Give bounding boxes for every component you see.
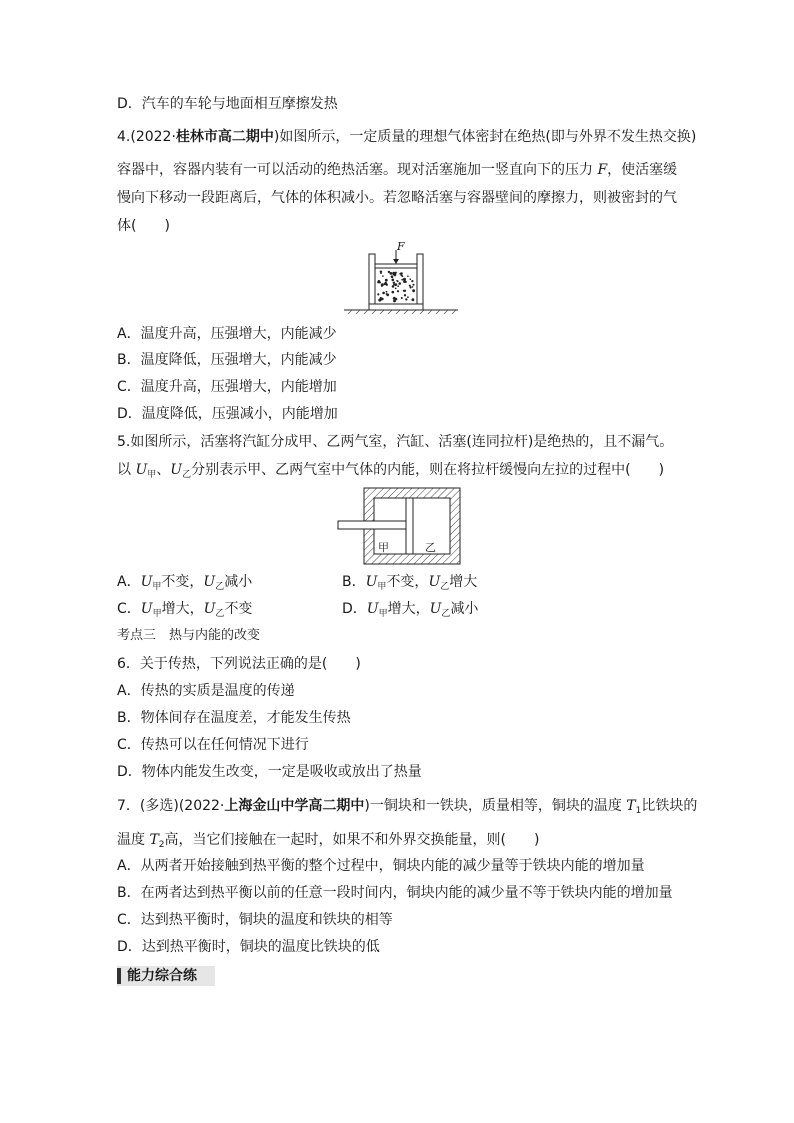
gas-particle bbox=[413, 291, 415, 293]
q5-option-a-p2: 减小 bbox=[224, 574, 253, 590]
q5-figure-label-jia: 甲 bbox=[378, 541, 389, 554]
gas-particle bbox=[413, 284, 415, 286]
gas-particle bbox=[393, 297, 396, 300]
q5-option-b-u1: U bbox=[365, 574, 378, 590]
gas-particle bbox=[403, 290, 405, 292]
q5-option-b bbox=[342, 572, 477, 597]
q4-prefix: 4.(2022· bbox=[117, 129, 176, 145]
q5-option-d-p1: 增大， bbox=[387, 601, 430, 617]
q5-option-c-u2: U bbox=[203, 601, 216, 617]
q4-stem-line1 bbox=[117, 127, 696, 147]
q5-option-b-p1: 不变， bbox=[386, 574, 429, 590]
q5-figure-label-yi: 乙 bbox=[425, 541, 436, 554]
q5-cylinder-figure bbox=[336, 486, 462, 566]
gas-particle bbox=[399, 273, 401, 275]
q5-option-d-u2: U bbox=[429, 601, 442, 617]
gas-particle bbox=[392, 272, 395, 275]
q4-line2-end: ，使活塞缓 bbox=[607, 162, 678, 178]
q3-option-d: D．汽车的车轮与地面相互摩擦发热 bbox=[117, 96, 338, 112]
gas-particle bbox=[392, 279, 395, 282]
q7-option-d: D．达到热平衡时，铜块的温度比铁块的低 bbox=[117, 939, 380, 955]
q5-option-a-sub1: 甲 bbox=[152, 582, 162, 592]
q5-option-d-sub1: 甲 bbox=[378, 609, 388, 619]
q4-line1-rest: )如图所示，一定质量的理想气体密封在绝热(即与外界不发生热交换) bbox=[273, 129, 697, 145]
gas-particle bbox=[409, 285, 411, 287]
q4-option-c: C．温度升高，压强增大，内能增加 bbox=[117, 379, 337, 395]
q5-sub-jia: 甲 bbox=[147, 470, 157, 480]
gas-particle bbox=[386, 293, 389, 296]
q4-option-a: A．温度升高，压强增大，内能减少 bbox=[117, 326, 337, 342]
q4-option-d: D．温度降低，压强减小，内能增加 bbox=[117, 406, 338, 422]
q5-option-c-u1: U bbox=[140, 601, 153, 617]
section3-title: 考点三 热与内能的改变 bbox=[117, 628, 261, 643]
gas-particle bbox=[386, 291, 388, 293]
gas-particle bbox=[388, 271, 390, 273]
gas-particle bbox=[398, 282, 401, 285]
section-heading: 能力综合练 bbox=[127, 968, 197, 984]
q4-stem-line2 bbox=[117, 160, 677, 180]
gas-particle bbox=[401, 279, 403, 281]
gas-particle bbox=[382, 275, 384, 277]
q7-stem-line2 bbox=[117, 830, 539, 855]
q6-option-c: C．传热可以在任何情况下进行 bbox=[117, 737, 309, 753]
q6-option-b: B．物体间存在温度差，才能发生传热 bbox=[117, 710, 351, 726]
q5-option-c-sub2: 乙 bbox=[215, 609, 225, 619]
q7-line2-rest: 高，当它们接触在一起时，如果不和外界交换能量，则( ) bbox=[164, 832, 540, 848]
q5-option-b-letter: B． bbox=[342, 574, 366, 590]
gas-particle bbox=[381, 285, 383, 287]
q7-option-c: C．达到热平衡时，铜块的温度和铁块的相等 bbox=[117, 912, 393, 928]
q4-stem-line4: 体( ) bbox=[117, 218, 170, 234]
q5-line2-mid: 、 bbox=[156, 462, 171, 478]
q5-option-b-sub2: 乙 bbox=[440, 582, 450, 592]
q5-option-b-sub1: 甲 bbox=[377, 582, 387, 592]
gas-particle bbox=[379, 281, 381, 283]
q5-stem-line2 bbox=[117, 460, 664, 485]
q7-source: 上海金山中学高二期中 bbox=[224, 798, 365, 814]
gas-particle bbox=[391, 275, 394, 278]
gas-particle bbox=[407, 296, 409, 298]
q7-t1-symbol: T bbox=[626, 798, 636, 814]
gas-particle bbox=[392, 285, 395, 288]
gas-particle bbox=[396, 280, 398, 282]
q5-option-a-sub2: 乙 bbox=[215, 582, 225, 592]
gas-particle bbox=[385, 279, 388, 282]
q4-figure-force-label: F bbox=[397, 240, 405, 253]
gas-particle bbox=[381, 298, 384, 301]
section-heading-bar bbox=[117, 968, 121, 984]
q5-option-d-sub2: 乙 bbox=[441, 609, 451, 619]
gas-particle bbox=[395, 288, 397, 290]
gas-particle bbox=[411, 280, 413, 282]
q4-source: 桂林市高二期中 bbox=[175, 129, 274, 145]
q5-line2-a: 以 bbox=[117, 462, 136, 478]
q7-option-a: A．从两者开始接触到热平衡的整个过程中，铜块内能的减少量等于铁块内能的增加量 bbox=[117, 858, 645, 874]
q5-stem-line1: 5.如图所示，活塞将汽缸分成甲、乙两气室，汽缸、活塞(连同拉杆)是绝热的，且不漏气。 bbox=[117, 434, 674, 450]
q5-option-c-sub1: 甲 bbox=[152, 609, 162, 619]
gas-particle bbox=[382, 292, 385, 295]
q7-stem-line1 bbox=[117, 796, 697, 821]
gas-particle bbox=[412, 286, 414, 288]
q7-t2-symbol: T bbox=[149, 832, 159, 848]
gas-particle bbox=[392, 291, 395, 294]
q5-option-a-letter: A． bbox=[117, 574, 141, 590]
q4-line2: 容器中，容器内装有一可以活动的绝热活塞。现对活塞施加一竖直向下的压力 bbox=[117, 162, 598, 178]
q5-u-symbol-2: U bbox=[170, 462, 183, 478]
q5-option-b-u2: U bbox=[428, 574, 441, 590]
q5-option-c-p2: 不变 bbox=[224, 601, 253, 617]
q6-option-d: D．物体内能发生改变，一定是吸收或放出了热量 bbox=[117, 764, 422, 780]
gas-particle bbox=[380, 272, 382, 274]
gas-particle bbox=[384, 282, 387, 285]
q5-option-c-p1: 增大， bbox=[161, 601, 204, 617]
q7-line2-a: 温度 bbox=[117, 832, 150, 848]
q7-prefix: 7．(多选)(2022· bbox=[117, 798, 225, 814]
q5-option-d-p2: 减小 bbox=[450, 601, 479, 617]
gas-particle bbox=[397, 290, 399, 292]
gas-particle bbox=[412, 298, 415, 301]
q5-option-c bbox=[117, 599, 252, 624]
q5-option-d-u1: U bbox=[366, 601, 379, 617]
q7-line1-end: 比铁块的 bbox=[641, 798, 698, 814]
gas-particle bbox=[393, 282, 395, 284]
q5-line2-rest: 分别表示甲、乙两气室中气体的内能，则在将拉杆缓慢向左拉的过程中( ) bbox=[191, 462, 665, 478]
q5-sub-yi: 乙 bbox=[182, 470, 192, 480]
q7-line1-rest: )一铜块和一铁块，质量相等，铜块的温度 bbox=[364, 798, 627, 814]
gas-particle bbox=[407, 275, 409, 277]
q6-stem: 6．关于传热，下列说法正确的是( ) bbox=[117, 656, 361, 672]
q4-option-b: B．温度降低，压强增大，内能减少 bbox=[117, 352, 337, 368]
gas-particle bbox=[377, 293, 379, 295]
gas-particle bbox=[403, 280, 406, 283]
q7-option-b: B．在两者达到热平衡以前的任意一段时间内，铜块内能的减少量不等于铁块内能的增加量 bbox=[117, 885, 673, 901]
gas-particle bbox=[404, 294, 406, 296]
gas-particle bbox=[397, 285, 399, 287]
q5-option-b-p2: 增大 bbox=[449, 574, 478, 590]
q5-option-d-letter: D． bbox=[342, 601, 367, 617]
gas-particle bbox=[402, 275, 404, 277]
q5-u-symbol: U bbox=[135, 462, 148, 478]
q5-option-a-p1: 不变， bbox=[161, 574, 204, 590]
q5-option-a bbox=[117, 572, 252, 597]
gas-particle bbox=[401, 297, 403, 299]
q5-option-a-u1: U bbox=[140, 574, 153, 590]
gas-particle bbox=[405, 298, 407, 300]
q6-option-a: A．传热的实质是温度的传递 bbox=[117, 683, 295, 699]
gas-particle bbox=[410, 278, 412, 280]
q5-option-c-letter: C． bbox=[117, 601, 141, 617]
gas-particle bbox=[410, 286, 412, 288]
q7-t2-sub: 2 bbox=[158, 840, 165, 850]
q4-stem-line3: 慢向下移动一段距离后，气体的体积减小。若忽略活塞与容器壁间的摩擦力，则被密封的气 bbox=[117, 190, 677, 206]
q5-option-a-u2: U bbox=[203, 574, 216, 590]
q7-t1-sub: 1 bbox=[635, 806, 642, 816]
q5-option-d bbox=[342, 599, 478, 624]
gas-particle bbox=[393, 300, 396, 303]
q4-force-symbol: F bbox=[597, 162, 608, 178]
